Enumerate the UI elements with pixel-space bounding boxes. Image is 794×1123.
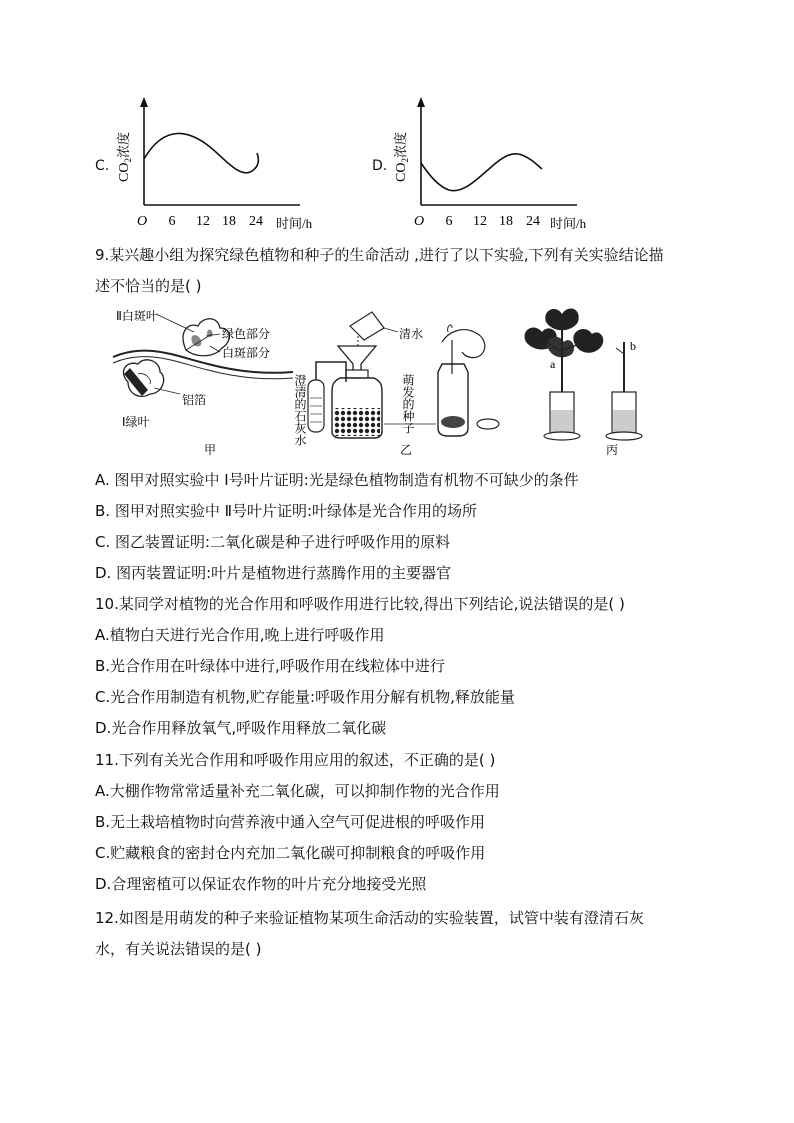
q9-option-c: C. 图乙装置证明:二氧化碳是种子进行呼吸作用的原料 — [95, 533, 451, 551]
y-axis-label: $CO_2$浓度 — [394, 132, 410, 182]
x-axis-label: 时间/h — [276, 216, 313, 231]
origin-label: O — [413, 214, 425, 229]
figure-yi — [292, 302, 507, 462]
option-d-letter: D. — [372, 158, 388, 174]
x-tick-label: 6 — [168, 214, 176, 229]
x-tick-label: 24 — [526, 214, 540, 229]
x-tick-label: 6 — [445, 214, 453, 229]
label-seeds: 萌发的种子 — [401, 374, 415, 434]
x-tick-label: 18 — [499, 214, 513, 229]
q9-stem-line1: 9.某兴趣小组为探究绿色植物和种子的生命活动 ,进行了以下实验,下列有关实验结论描 — [95, 246, 664, 264]
caption-jia: 甲 — [204, 443, 217, 457]
figure-bing — [512, 302, 662, 462]
option-c-letter: C. — [95, 158, 110, 174]
q10-stem: 10.某同学对植物的光合作用和呼吸作用进行比较,得出下列结论,说法错误的是( ) — [95, 595, 625, 613]
x-tick-label: 24 — [249, 214, 263, 229]
label-white-part: 白斑部分 — [222, 346, 271, 360]
y-axis-label: $CO_2$浓度 — [117, 132, 133, 182]
q11-option-d: D.合理密植可以保证农作物的叶片充分地接受光照 — [95, 875, 427, 893]
label-limewater: 澄清的石灰水 — [293, 374, 307, 446]
x-axis-label: 时间/h — [550, 216, 587, 231]
label-b: b — [630, 339, 636, 353]
q9-stem-line2: 述不恰当的是( ) — [95, 277, 202, 295]
q12-stem-line1: 12.如图是用萌发的种子来验证植物某项生命活动的实验装置，试管中装有澄清石灰 — [95, 909, 644, 927]
q11-option-c: C.贮藏粮食的密封仓内充加二氧化碳可抑制粮食的呼吸作用 — [95, 844, 486, 862]
q10-option-d: D.光合作用释放氧气,呼吸作用释放二氧化碳 — [95, 719, 387, 737]
caption-bing: 丙 — [606, 443, 619, 457]
q10-option-a: A.植物白天进行光合作用,晚上进行呼吸作用 — [95, 626, 385, 644]
label-foil: 铝箔 — [182, 393, 207, 407]
x-tick-label: 12 — [196, 214, 210, 229]
q12-stem-line2: 水，有关说法错误的是( ) — [95, 940, 262, 958]
label-leaf1: Ⅰ绿叶 — [122, 415, 150, 429]
q11-stem: 11.下列有关光合作用和呼吸作用应用的叙述，不正确的是( ) — [95, 751, 496, 769]
q9-option-d: D. 图丙装置证明:叶片是植物进行蒸腾作用的主要器官 — [95, 564, 452, 582]
q10-option-b: B.光合作用在叶绿体中进行,呼吸作用在线粒体中进行 — [95, 657, 445, 675]
label-leaf2: Ⅱ白斑叶 — [116, 309, 158, 323]
label-a: a — [550, 357, 556, 371]
label-green-part: 绿色部分 — [222, 327, 271, 341]
q9-option-b: B. 图甲对照实验中 Ⅱ号叶片证明:叶绿体是光合作用的场所 — [95, 502, 478, 520]
co2-graph-c — [110, 95, 313, 235]
figure-jia — [108, 302, 298, 462]
q10-option-c: C.光合作用制造有机物,贮存能量:呼吸作用分解有机物,释放能量 — [95, 688, 515, 706]
x-tick-label: 12 — [473, 214, 487, 229]
q11-option-a: A.大棚作物常常适量补充二氧化碳，可以抑制作物的光合作用 — [95, 782, 500, 800]
origin-label: O — [136, 214, 148, 229]
q11-option-b: B.无土栽培植物时向营养液中通入空气可促进根的呼吸作用 — [95, 813, 486, 831]
q9-option-a: A. 图甲对照实验中 Ⅰ号叶片证明:光是绿色植物制造有机物不可缺少的条件 — [95, 471, 579, 489]
co2-graph-d — [387, 95, 602, 235]
label-water: 清水 — [399, 327, 424, 341]
caption-yi: 乙 — [400, 443, 413, 457]
x-tick-label: 18 — [222, 214, 236, 229]
